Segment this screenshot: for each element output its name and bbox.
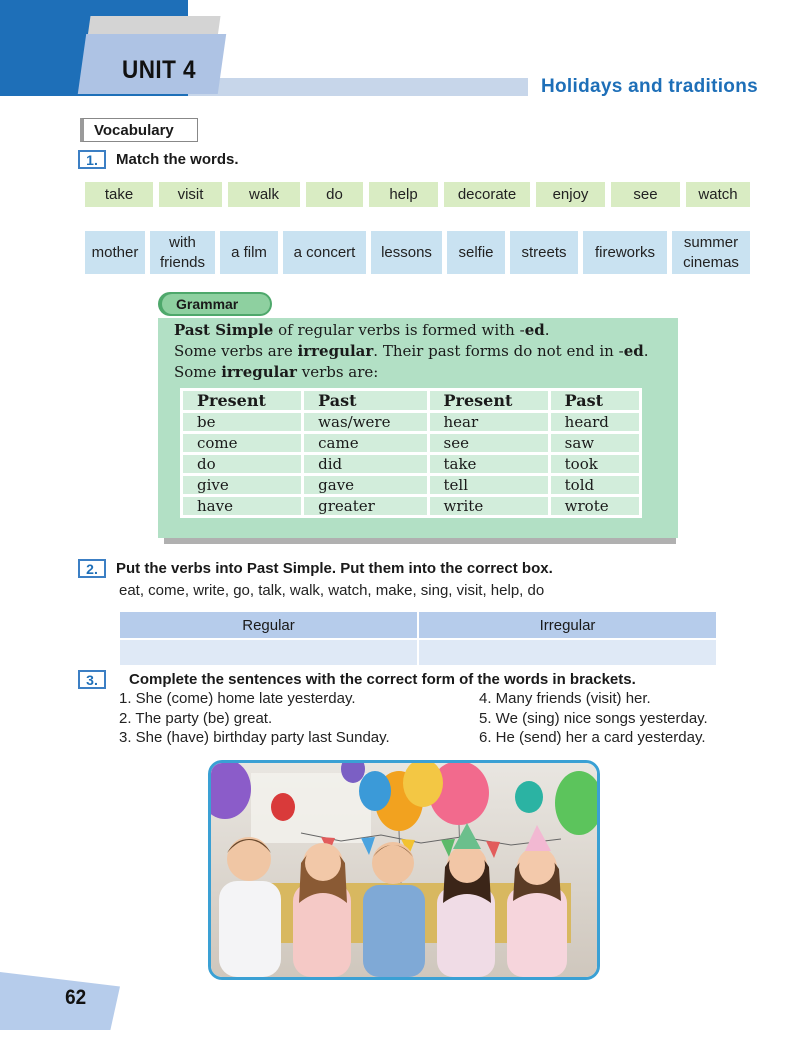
header-strip (188, 78, 528, 96)
table-cell: told (549, 475, 640, 496)
table-cell: give (182, 475, 303, 496)
table-cell: do (182, 454, 303, 475)
regular-irregular-table (118, 610, 718, 667)
sentence: 2. The party (be) great. (119, 709, 273, 727)
table-header-row (119, 611, 717, 639)
table-cell: tell (428, 475, 549, 496)
sentences-left (119, 689, 390, 748)
table-cell: gave (303, 475, 428, 496)
irregular-verbs-table (180, 388, 642, 518)
table-cell: saw (549, 433, 640, 454)
noun-tile: lessons (371, 231, 442, 274)
irregular-answer-cell[interactable] (418, 639, 717, 666)
table-cell: be (182, 412, 303, 433)
table-cell: greater (303, 496, 428, 517)
exercise-1-title: Match the words. (116, 151, 239, 168)
grammar-rules (174, 320, 649, 383)
table-header: Past (303, 390, 428, 412)
verb-tile: walk (228, 182, 300, 207)
table-cell: take (428, 454, 549, 475)
table-cell: write (428, 496, 549, 517)
exercise-2-title: Put the verbs into Past Simple. Put them into the correct box. (116, 560, 553, 577)
table-row (182, 475, 641, 496)
sentence: 6. He (send) her a card yesterday. (479, 729, 706, 746)
table-row (182, 412, 641, 433)
regular-header: Regular (119, 611, 418, 639)
noun-tile: fireworks (583, 231, 667, 274)
verb-tile: take (85, 182, 153, 207)
topic-title: Holidays and traditions (541, 76, 758, 97)
table-header: Past (549, 390, 640, 412)
verb-tile: watch (686, 182, 750, 207)
exercise-1-number: 1. (78, 150, 106, 169)
exercise-3-number: 3. (78, 670, 106, 689)
grammar-rule-2: Some verbs are irregular. Their past forms do not end in -ed. (174, 342, 649, 360)
noun-tile: streets (510, 231, 578, 274)
grammar-rule-1: Past Simple of regular verbs is formed with -ed. (174, 321, 550, 339)
table-cell: wrote (549, 496, 640, 517)
table-cell: took (549, 454, 640, 475)
table-cell: came (303, 433, 428, 454)
table-row (182, 433, 641, 454)
table-row (182, 496, 641, 517)
table-header-row (182, 390, 641, 412)
noun-tile: a film (220, 231, 278, 274)
sentences-right (479, 689, 708, 748)
table-cell: was/were (303, 412, 428, 433)
party-illustration (211, 763, 597, 977)
vocabulary-label: Vocabulary (80, 118, 198, 142)
exercise-2-number: 2. (78, 559, 106, 578)
noun-tile: with friends (150, 231, 215, 274)
table-cell: have (182, 496, 303, 517)
table-cell: see (428, 433, 549, 454)
noun-tile: selfie (447, 231, 505, 274)
exercise-2-verbs: eat, come, write, go, talk, walk, watch, make, sing, visit, help, do (119, 582, 545, 599)
table-cell: heard (549, 412, 640, 433)
verb-tile: decorate (444, 182, 530, 207)
sentence: 4. Many friends (visit) her. (479, 690, 651, 707)
irregular-header: Irregular (418, 611, 717, 639)
verb-tile: do (306, 182, 363, 207)
sentence: 3. She (have) birthday party last Sunday. (119, 729, 390, 746)
regular-answer-cell[interactable] (119, 639, 418, 666)
grammar-label: Grammar (162, 294, 270, 314)
table-cell: did (303, 454, 428, 475)
table-header: Present (182, 390, 303, 412)
sentence: 1. She (come) home late yesterday. (119, 690, 356, 707)
grammar-rule-3: Some irregular verbs are: (174, 363, 379, 381)
table-cell: hear (428, 412, 549, 433)
table-row (182, 454, 641, 475)
table-cell: come (182, 433, 303, 454)
verb-tile: help (369, 182, 438, 207)
unit-title: UNIT 4 (122, 56, 196, 84)
page-number: 62 (65, 986, 87, 1009)
noun-tile: mother (85, 231, 145, 274)
page-number-tab (0, 972, 120, 1030)
table-header: Present (428, 390, 549, 412)
sentence: 5. We (sing) nice songs yesterday. (479, 709, 708, 727)
verb-tile: visit (159, 182, 222, 207)
table-row (119, 639, 717, 666)
verb-tile: see (611, 182, 680, 207)
verb-tile: enjoy (536, 182, 605, 207)
exercise-3-title: Complete the sentences with the correct form of the words in brackets. (129, 671, 636, 688)
party-photo (208, 760, 600, 980)
noun-tile: summer cinemas (672, 231, 750, 274)
noun-tile: a concert (283, 231, 366, 274)
